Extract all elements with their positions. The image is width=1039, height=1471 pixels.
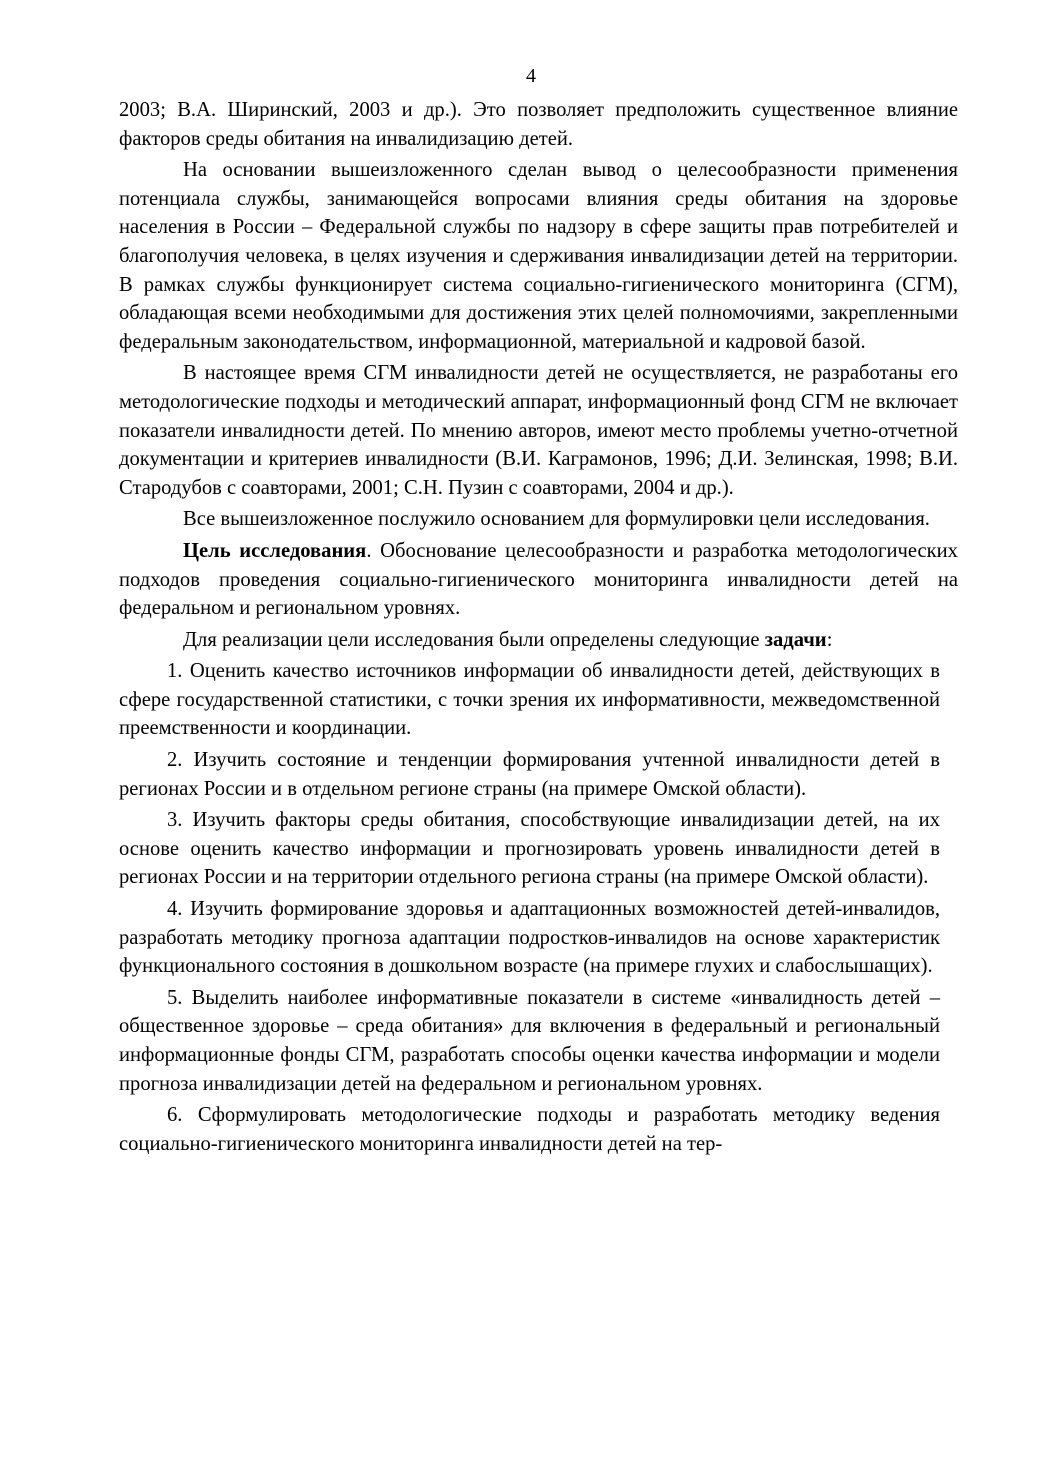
task-item-3: 3. Изучить факторы среды обитания, способствующие инвалидизации детей, на их основе оценить качество информации и прогнозировать уровень инвалидности детей в регионах России и на территории отдельного региона страны (на примере Омской области). [119, 809, 940, 889]
goal-label: Цель исследования [183, 539, 367, 562]
paragraph-conclusion: На основании вышеизложенного сделан вывод о целесообразности применения потенциала службы, занимающейся вопросами влияния среды обитания на здоровье населения в России – Федеральной службы по надзору в сфере защиты прав потребителей и благополучия человека, в целях изучения и сдерживания инвалидизации детей на территории. В рамках службы функционирует система социально-гигиенического мониторинга (СГМ), обладающая всеми необходимыми для достижения этих целей полномочиями, закрепленными федеральным законодательством, информационной, материальной и кадровой базой. [119, 159, 958, 353]
task-item-1: 1. Оценить качество источников информации об инвалидности детей, действующих в сфере государственной статистики, с точки зрения их информативности, межведомственной преемственности и координации. [119, 660, 940, 740]
document-body [119, 96, 958, 1158]
task-item-6: 6. Сформулировать методологические подходы и разработать методику ведения социально-гигиенического мониторинга инвалидности детей на тер- [119, 1104, 940, 1155]
tasks-intro-text: Для реализации цели исследования были определены следующие [183, 628, 765, 651]
paragraph-continuation: 2003; В.А. Ширинский, 2003 и др.). Это позволяет предположить существенное влияние факторов среды обитания на инвалидизацию детей. [119, 99, 958, 150]
tasks-colon: : [826, 628, 833, 651]
task-item-5: 5. Выделить наиболее информативные показатели в системе «инвалидность детей – общественное здоровье – среда обитания» для включения в федеральный и региональный информационные фонды СГМ, разработать способы оценки качества информации и модели прогноза инвалидизации детей на федеральном и региональном уровнях. [119, 986, 940, 1095]
task-item-2: 2. Изучить состояние и тенденции формирования учтенной инвалидности детей в регионах России и в отдельном регионе страны (на примере Омской области). [119, 749, 940, 800]
goal-text: . Обоснование целесообразности и разработка методологических подходов проведения социально-гигиенического мониторинга инвалидности детей на федеральном и региональном уровнях. [119, 539, 958, 620]
task-item-4: 4. Изучить формирование здоровья и адаптационных возможностей детей-инвалидов, разработать методику прогноза адаптации подростков-инвалидов на основе характеристик функционального состояния в дошкольном возрасте (на примере глухих и слабослышащих). [119, 898, 940, 978]
page-number: 4 [526, 65, 536, 87]
tasks-label: задачи [764, 628, 827, 651]
paragraph-goal [119, 537, 958, 623]
paragraph-tasks-intro [119, 626, 958, 655]
paragraph-basis: Все вышеизложенное послужило основанием для формулировки цели исследования. [183, 508, 930, 531]
paragraph-current-state: В настоящее время СГМ инвалидности детей не осуществляется, не разработаны его методологические подходы и методический аппарат, информационный фонд СГМ не включает показатели инвалидности детей. По мнению авторов, имеют место проблемы учетно-отчетной документации и критериев инвалидности (В.И. Каграмонов, 1996; Д.И. Зелинская, 1998; В.И. Стародубов с соавторами, 2001; С.Н. Пузин с соавторами, 2004 и др.). [119, 362, 958, 499]
